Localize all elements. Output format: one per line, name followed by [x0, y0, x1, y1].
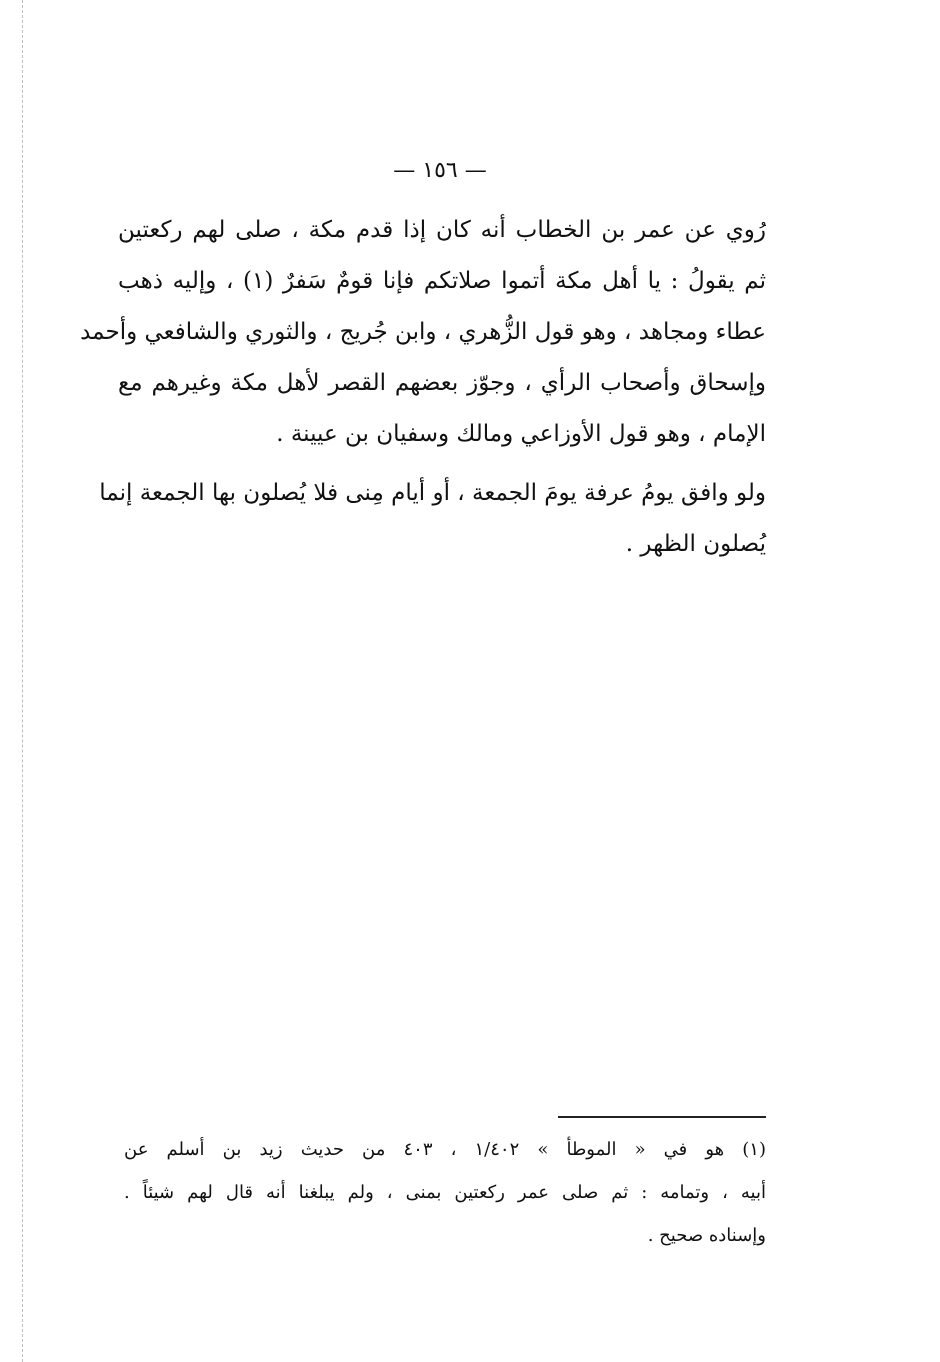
text-line: ثم يقولُ : يا أهل مكة أتموا صلاتكم فإنا قومٌ سَفرٌ (١) ، وإليه ذهب: [118, 268, 766, 294]
page-number: — ١٥٦ —: [393, 158, 487, 183]
main-text: [80, 205, 766, 570]
text-line: عطاء ومجاهد ، وهو قول الزُّهري ، وابن جُريج ، والثوري والشافعي وأحمد: [80, 319, 766, 345]
footnote-line: أبيه ، وتمامه : ثم صلى عمر ركعتين بمنى ، ولم يبلغنا أنه قال لهم شيئاً .: [124, 1182, 766, 1203]
footnote-line: وإسناده صحيح .: [647, 1225, 766, 1246]
text-line: يُصلون الظهر .: [625, 531, 766, 557]
text-line: رُوي عن عمر بن الخطاب أنه كان إذا قدم مكة ، صلى لهم ركعتين: [118, 217, 766, 243]
footnote-line: (١) هو في « الموطأ » ١/٤٠٢ ، ٤٠٣ من حديث زيد بن أسلم عن: [124, 1139, 766, 1160]
text-line: الإمام ، وهو قول الأوزاعي ومالك وسفيان بن عيينة .: [276, 421, 766, 447]
text-line: وإسحاق وأصحاب الرأي ، وجوّز بعضهم القصر لأهل مكة وغيرهم مع: [118, 370, 766, 396]
binding-margin-line: [22, 0, 24, 1362]
text-line: ولو وافق يومُ عرفة يومَ الجمعة ، أو أيام مِنى فلا يُصلون بها الجمعة إنما: [99, 480, 766, 506]
paragraph-2: [99, 468, 766, 570]
footnotes: [124, 1128, 766, 1257]
paragraph-1: [80, 205, 766, 460]
footnote-divider: [558, 1116, 766, 1118]
